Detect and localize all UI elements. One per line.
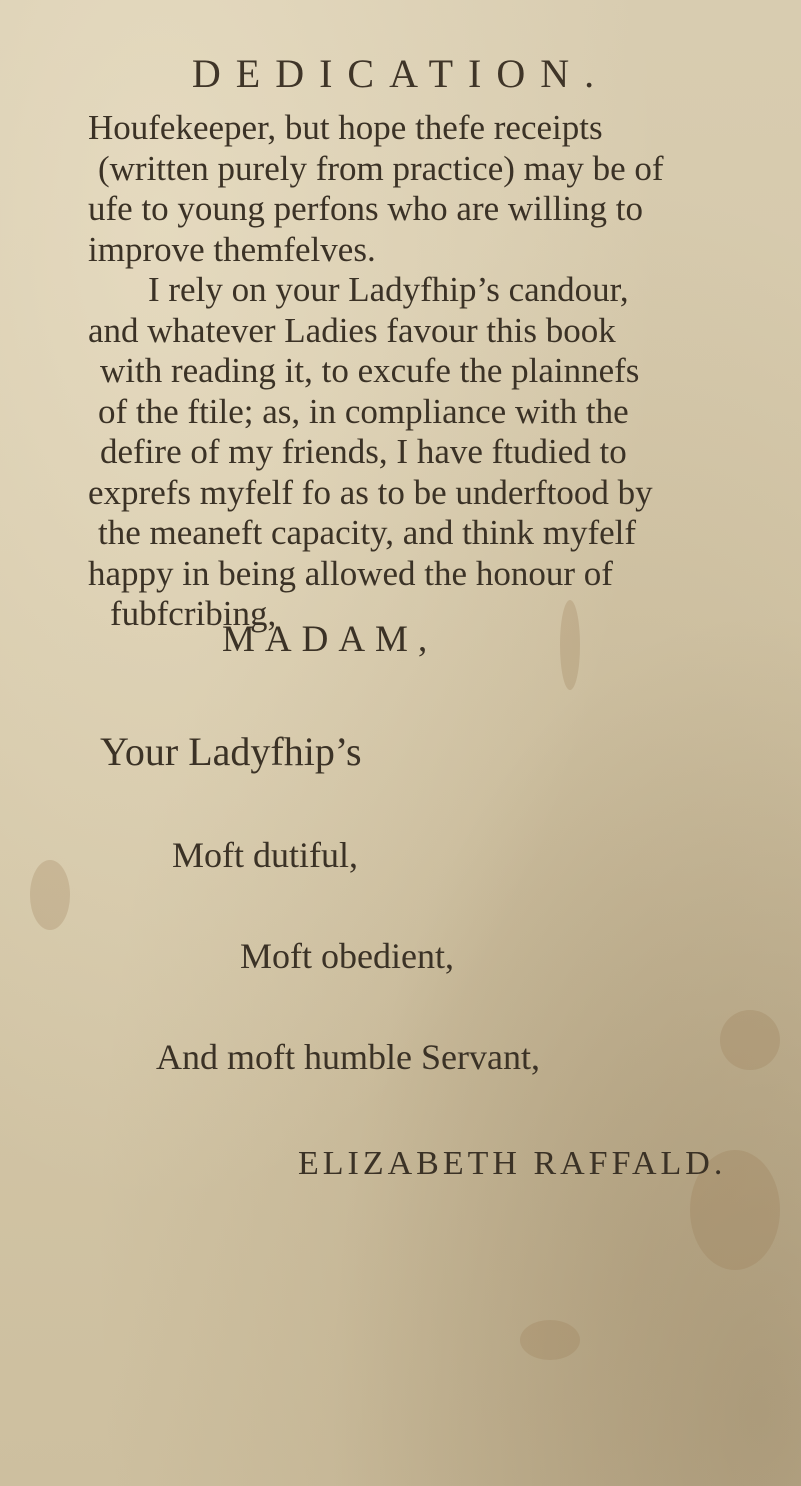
dedication-body: [88, 108, 778, 635]
body-line: exprefs myfelf fo as to be underftood by: [88, 472, 653, 512]
body-line: improve themfelves.: [88, 229, 376, 269]
body-line: the meaneft capacity, and think myfelf: [98, 513, 637, 552]
body-line: happy in being allowed the honour of: [88, 553, 613, 593]
body-line: fubfcribing,: [110, 594, 277, 633]
closing-obedient: Moft obedient,: [240, 936, 454, 976]
page-header: DEDICATION.: [191, 51, 610, 96]
body-line: (written purely from practice) may be of: [98, 148, 664, 188]
foxing-spot: [520, 1320, 580, 1360]
closing-servant: And moft humble Servant,: [156, 1037, 540, 1077]
body-line: Houfekeeper, but hope thefe receipts: [88, 108, 603, 147]
salutation: MADAM,: [222, 619, 438, 660]
body-line: defire of my friends, I have ftudied to: [100, 432, 627, 471]
body-line: ufe to young perfons who are willing to: [88, 189, 644, 228]
closing-dutiful: Moft dutiful,: [172, 835, 358, 875]
body-line: and whatever Ladies favour this book: [88, 310, 616, 350]
body-line: I rely on your Ladyfhip’s candour,: [148, 270, 629, 309]
body-line: with reading it, to excufe the plainnefs: [100, 351, 640, 390]
foxing-spot: [30, 860, 70, 930]
signature: ELIZABETH RAFFALD.: [298, 1145, 727, 1182]
closing-yours: Your Ladyfhip’s: [100, 729, 362, 774]
body-line: of the ftile; as, in compliance with the: [98, 391, 629, 431]
